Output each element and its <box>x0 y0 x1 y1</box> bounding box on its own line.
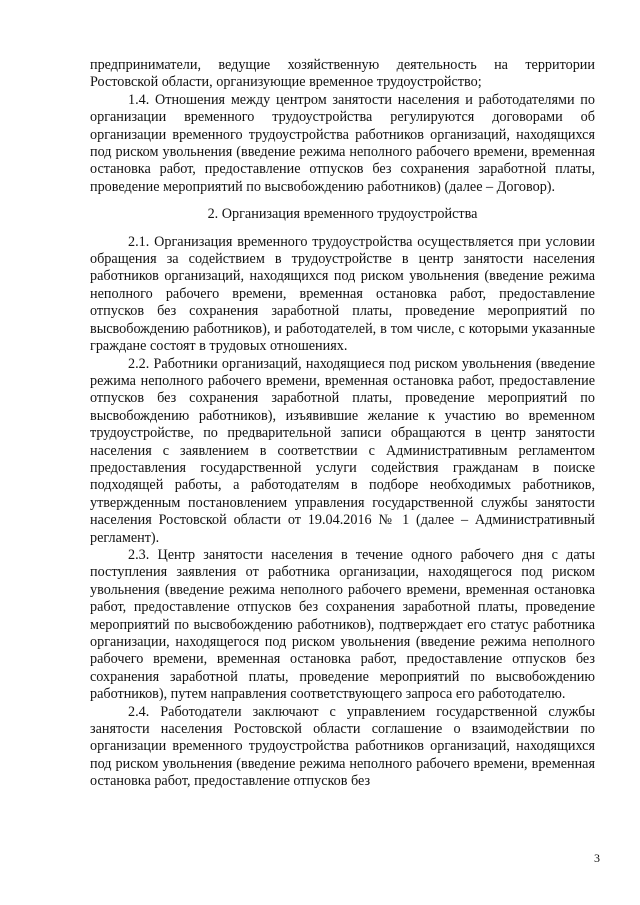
paragraph-1-4: 1.4. Отношения между центром занятости населения и работодателями по организации временного трудоустройства регулируются договорами об организации временного трудоустройства работников организаций, находящихся под риском увольнения (введение режима неполного рабочего времени, временная остановка работ, предоставление отпусков без сохранения заработной платы, проведение мероприятий по высвобождению работников) (далее – Договор). <box>90 91 595 195</box>
paragraph-2-4: 2.4. Работодатели заключают с управлением государственной службы занятости населения Ростовской области соглашение о взаимодействии по организации временного трудоустройства работников организаций, находящихся под риском увольнения (введение режима неполного рабочего времени, временная остановка работ, предоставление отпусков без <box>90 703 595 790</box>
section-title: 2. Организация временного трудоустройства <box>207 206 478 223</box>
document-body <box>90 57 595 791</box>
paragraph-2-1: 2.1. Организация временного трудоустройства осуществляется при условии обращения за содействием в трудоустройстве в центр занятости населения работников организаций, находящихся под риском увольнения (введение режима неполного рабочего времени, временная остановка работ, предоставление отпусков без сохранения заработной платы, проведение мероприятий по высвобождению работников), и работодателей, в том числе, с которыми указанные граждане состоят в трудовых отношениях. <box>90 233 595 355</box>
paragraph-2-2: 2.2. Работники организаций, находящиеся под риском увольнения (введение режима неполного рабочего времени, временная остановка работ, предоставление отпусков без сохранения заработной платы, проведение мероприятий по высвобождению работников), изъявившие желание к участию во временном трудоустройстве, по предварительной записи обращаются в центр занятости населения с заявлением в соответствии с Административным регламентом предоставления государственной услуги содействия гражданам в поиске подходящей работы, а работодателям в подборе необходимых работников, утвержденным постановлением управления государственной службы занятости населения Ростовской области от 19.04.2016 № 1 (далее – Административный регламент). <box>90 355 595 546</box>
paragraph-entrepreneurs: предприниматели, ведущие хозяйственную деятельность на территории Ростовской области, организующие временное трудоустройство; <box>90 57 595 91</box>
paragraph-2-3: 2.3. Центр занятости населения в течение одного рабочего дня с даты поступления заявления от работника организации, находящегося под риском увольнения (введение режима неполного рабочего времени, временная остановка работ, предоставление отпусков без сохранения заработной платы, проведение мероприятий по высвобождению работников), подтверждает его статус работника организации, находящегося под риском увольнения (введение режима неполного рабочего времени, временная остановка работ, предоставление отпусков без сохранения заработной платы, проведение мероприятий по высвобождению работников), путем направления соответствующего запроса его работодателю. <box>90 546 595 703</box>
page-number: 3 <box>594 851 600 865</box>
